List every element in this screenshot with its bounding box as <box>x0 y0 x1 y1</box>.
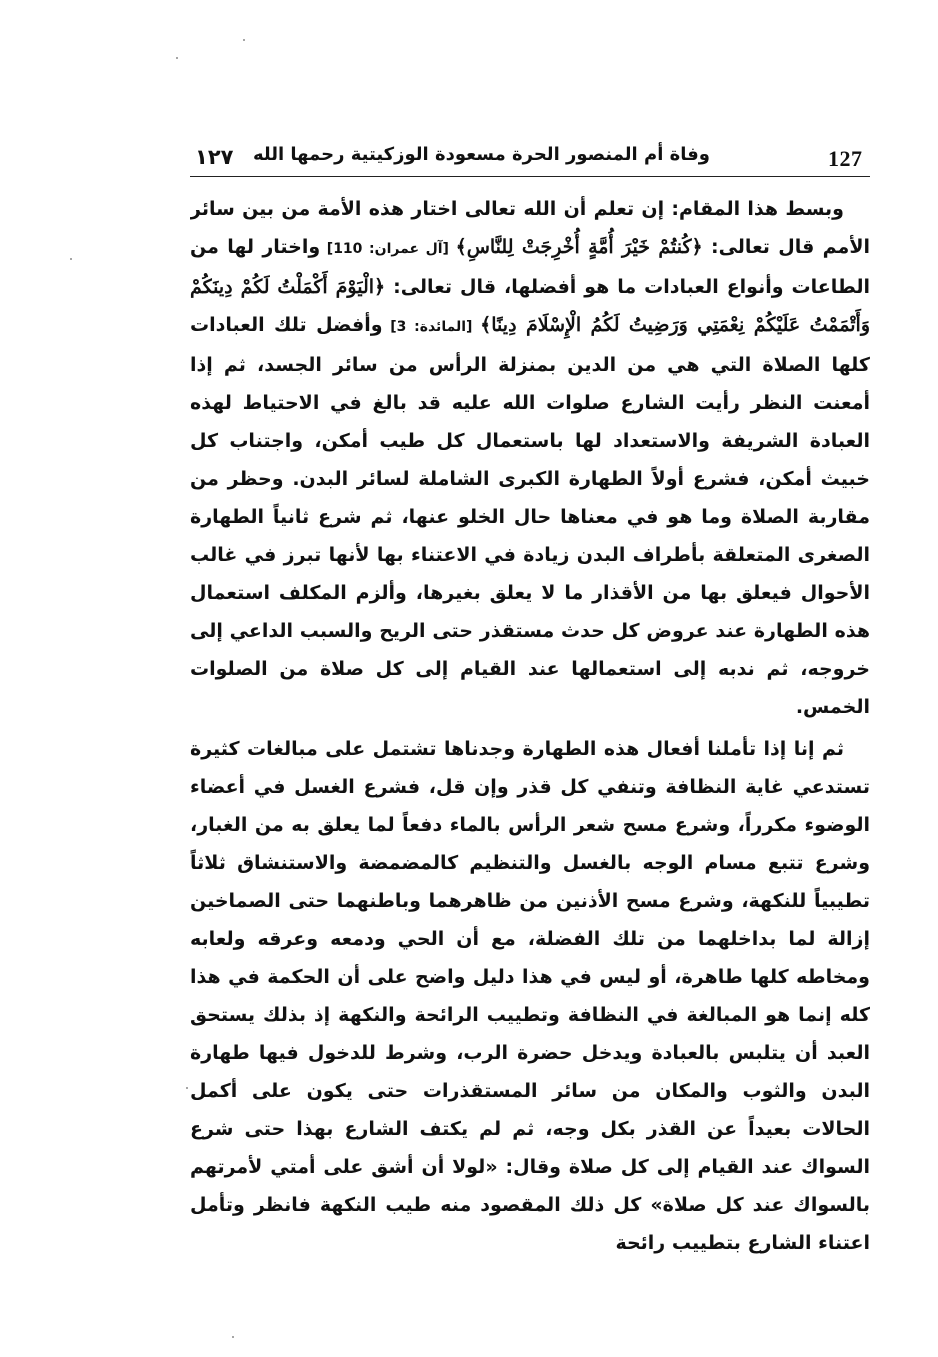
paragraph-1-text-a: وبسط هذا المقام: إن تعلم أن الله تعالى اختار هذه الأمة من بين سائر الأمم قال تعالى: <box>190 198 870 258</box>
paragraph-2 <box>190 730 870 1262</box>
hadith-quote: «لولا أن أشق على أمتي لأمرتهم بالسواك عند كل صلاة» <box>190 1156 870 1216</box>
scan-speck <box>70 258 72 260</box>
verse-reference-1: [آل عمران: 110] <box>320 241 456 257</box>
scan-speck <box>243 39 245 41</box>
page-number-latin: 127 <box>828 146 863 171</box>
paragraph-2-text-b: كل ذلك المقصود منه طيب النكهة فانظر وتأمل اعتناء الشارع بتطييب رائحة <box>190 1194 870 1254</box>
page-number-arabic: ١٢٧ <box>195 145 234 169</box>
quran-verse-1: ﴿كُنتُمْ خَيْرَ أُمَّةٍ أُخْرِجَتْ لِلنَّاسِ﴾ <box>455 236 703 258</box>
body-text <box>190 190 870 1270</box>
paragraph-2-text-a: ثم إنا إذا تأملنا أفعال هذه الطهارة وجدناها تشتمل على مبالغات كثيرة تستدعي غاية النظافة وتنفي كل قذر وإن قل، فشرع الغسل في أعضاء الوضوء مكرراً، وشرع مسح شعر الرأس بالماء دفعاً لما يعلق به من الغبار، وشرع تتبع مسام الوجه بالغسل والتنظيم كالمضمضة والاستنشاق ثلاثاً تطيبياً للنكهة، وشرع مسح الأذنين من ظاهرهما وباطنهما حتى الصماخين إزالة لما بداخلهما من تلك الفضلة، مع أن الحي ودمعه وعرقه ولعابه ومخاطه كلها طاهرة، أو ليس في هذا دليل واضح على أن الحكمة في هذا كله إنما هو المبالغة في النظافة وتطييب الرائحة والنكهة إذ بذلك يستحق العبد أن يتلبس بالعبادة ويدخل حضرة الرب، وشرط للدخول فيها طهارة البدن والثوب والمكان من سائر المستقذرات حتى يكون على أكمل الحالات بعيداً عن القذر بكل وجه، ثم لم يكتف الشارع بهذا حتى شرع السواك عند القيام إلى كل صلاة وقال: <box>190 738 870 1178</box>
scan-speck <box>176 57 178 59</box>
paragraph-1 <box>190 190 870 726</box>
verse-reference-2: [المائدة: 3] <box>382 319 481 335</box>
scan-speck <box>186 1087 188 1089</box>
quran-verse-2: ﴿الْيَوْمَ أَكْمَلْتُ لَكُمْ دِينَكُمْ وَأَتْمَمْتُ عَلَيْكُمْ نِعْمَتِي وَرَضِيتُ لَكُمُ الْإِسْلَامَ دِينًا﴾ <box>190 276 870 336</box>
paragraph-1-text-c: وأفضل تلك العبادات كلها الصلاة التي هي من الدين بمنزلة الرأس من سائر الجسد، ثم إذا أمعنت النظر رأيت الشارع صلوات الله عليه قد بالغ في الاحتياط لهذه العبادة الشريفة والاستعداد لها باستعمال كل طيب أمكن، واجتناب كل خبيث أمكن، فشرع أولاً الطهارة الكبرى الشاملة لسائر البدن. وحظر من مقاربة الصلاة وما هو في معناها حال الخلو عنها، ثم شرع ثانياً الطهارة الصغرى المتعلقة بأطراف البدن زيادة في الاعتناء بها لأنها تبرز في غالب الأحوال فيعلق بها من الأقذار ما لا يعلق بغيرها، وألزم المكلف استعمال هذه الطهارة عند عروض كل حدث مستقذر حتى الريح والسبب الداعي إلى خروجه، ثم ندبه إلى استعمالها عند القيام إلى كل صلاة من الصلوات الخمس. <box>190 314 870 718</box>
header-rule <box>190 176 870 177</box>
running-title: وفاة أم المنصور الحرة مسعودة الوزكيتية رحمها الله <box>252 144 710 165</box>
paragraph-1-text-b: واختار لها من الطاعات وأنواع العبادات ما هو أفضلها، قال تعالى: <box>190 236 870 298</box>
scan-speck <box>232 1336 234 1338</box>
